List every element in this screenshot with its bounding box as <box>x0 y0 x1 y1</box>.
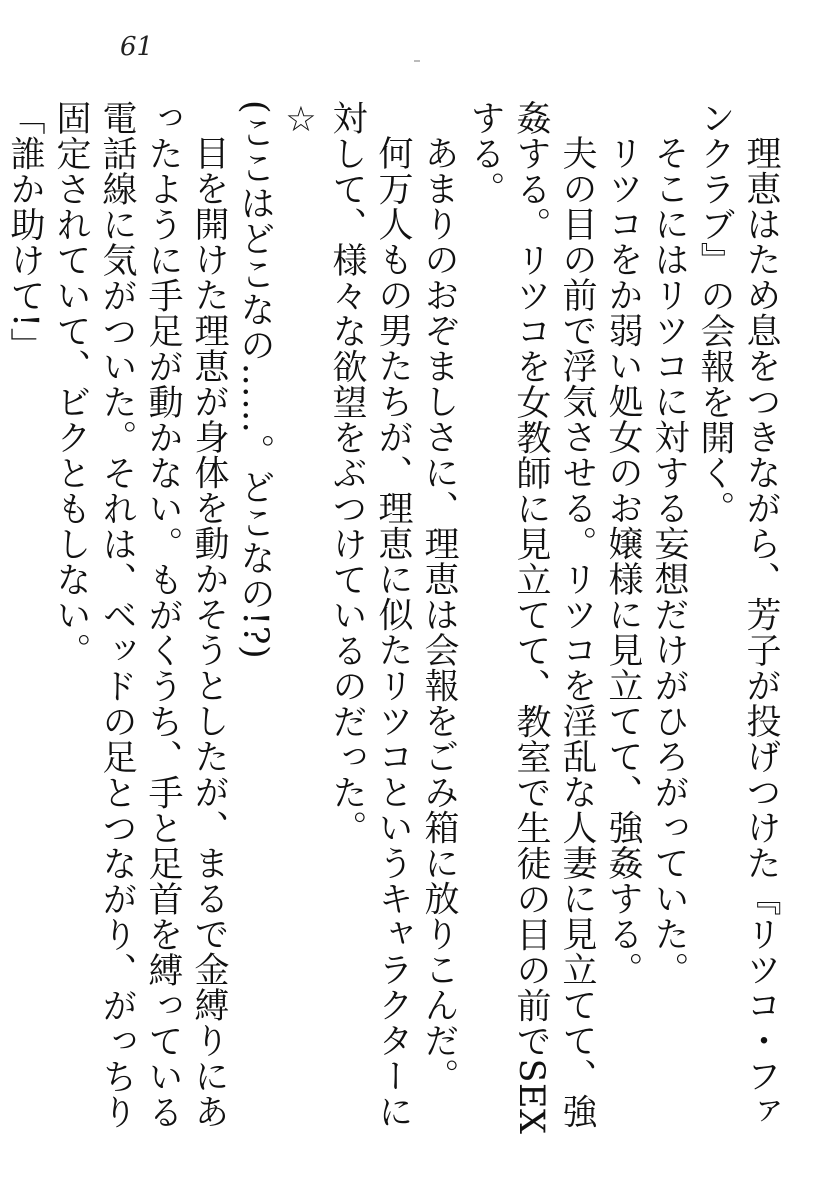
paragraph: 理恵はため息をつきながら、芳子が投げつけた『リツコ・ファンクラブ』の会報を開く。 <box>695 100 781 1129</box>
paragraph: あまりのおぞましさに、理恵は会報をごみ箱に放りこんだ。 <box>419 135 459 1094</box>
paragraph: 目を開けた理恵が身体を動かそうとしたが、まるで金縛りにあったように手足が動かない。もがくうち、手と足首を縛っている電話線に気がついた。それは、ベッドの足とつながり、がっちり固定されていて、ビクともしない。 <box>51 100 229 1130</box>
section-break-mark: ☆ <box>281 100 321 141</box>
paragraph: 夫の目の前で浮気させる。リツコを淫乱な人妻に見立てて、強姦する。リツコを女教師に見立てて、教室で生徒の目の前でSEXする。 <box>465 100 597 1135</box>
paragraph: (ここはどこなの……。どこなの!?) <box>235 100 275 660</box>
body-text <box>5 100 784 1160</box>
paragraph <box>0 100 2 1160</box>
paragraph: そこにはリツコに対する妄想だけがひろがっていた。 <box>649 135 689 987</box>
page-number: 61 <box>120 32 154 62</box>
print-mark <box>414 60 420 62</box>
paragraph: 何万人もの男たちが、理恵に似たリツコというキャラクターに対して、様々な欲望をぶつけているのだった。 <box>327 100 413 1129</box>
paragraph: 「誰か助けて!」 <box>5 100 45 364</box>
paragraph: リツコをか弱い処女のお嬢様に見立てて、強姦する。 <box>603 135 643 987</box>
